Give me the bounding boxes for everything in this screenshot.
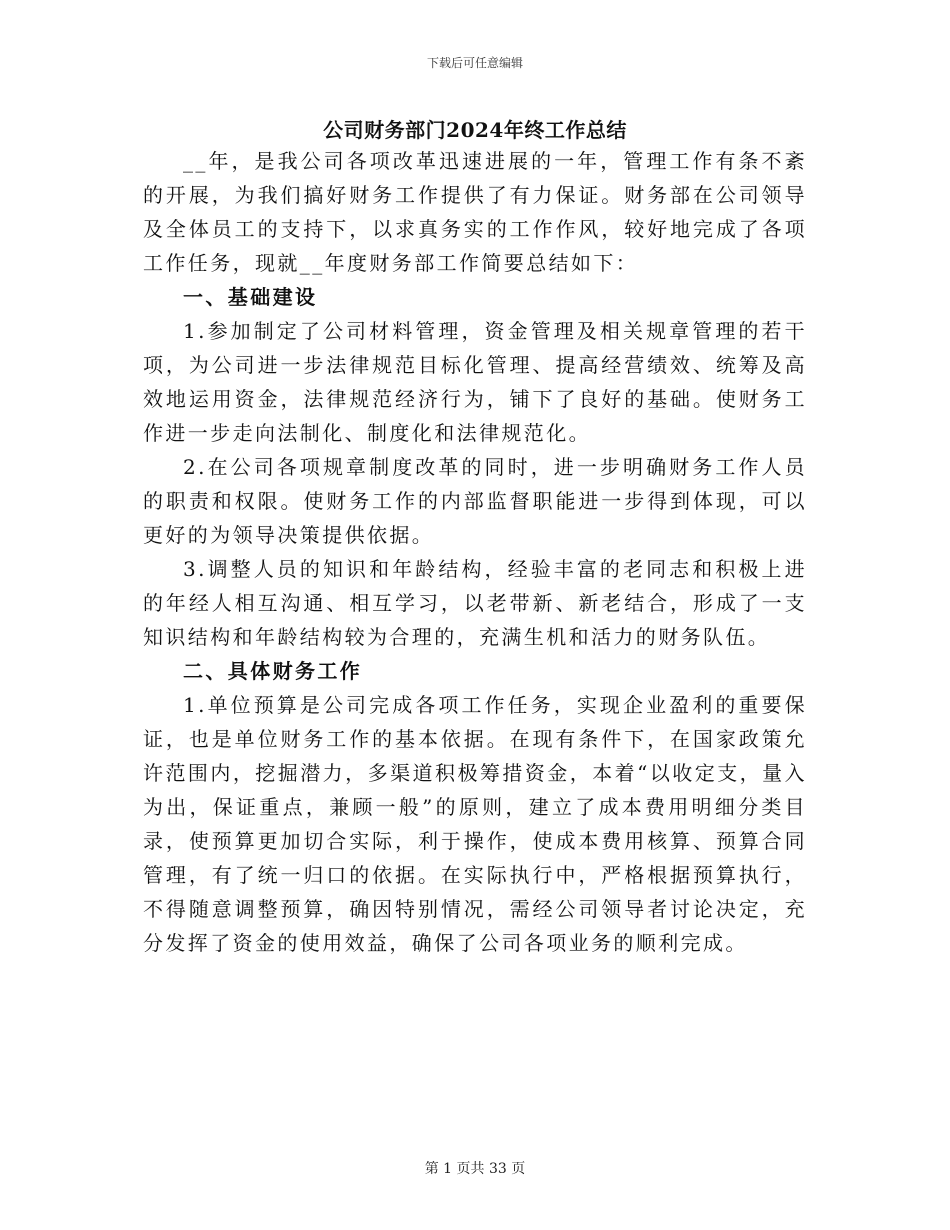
section1-paragraph-1: 1.参加制定了公司材料管理，资金管理及相关规章管理的若干项，为公司进一步法律规范目标化管理、提高经营绩效、统筹及高效地运用资金，法律规范经济行为，铺下了良好的基础。使财务工作进一步走向法制化、制度化和法律规范化。 <box>143 319 807 445</box>
section1-paragraph-2: 2.在公司各项规章制度改革的同时，进一步明确财务工作人员的职责和权限。使财务工作的内部监督职能进一步得到体现，可以更好的为领导决策提供依据。 <box>143 455 807 547</box>
section1-paragraph-3: 3.调整人员的知识和年龄结构，经验丰富的老同志和积极上进的年经人相互沟通、相互学习，以老带新、新老结合，形成了一支知识结构和年龄结构较为合理的，充满生机和活力的财务队伍。 <box>143 557 807 649</box>
intro-paragraph: __年，是我公司各项改革迅速进展的一年，管理工作有条不紊的开展，为我们搞好财务工作提供了有力保证。财务部在公司领导及全体员工的支持下，以求真务实的工作作风，较好地完成了各项工作任务，现就__年度财务部工作简要总结如下： <box>143 149 807 275</box>
document-body <box>143 144 807 960</box>
section-heading-2: 二、具体财务工作 <box>183 659 363 683</box>
document-title: 公司财务部门2024年终工作总结 <box>323 118 627 142</box>
section-heading-1: 一、基础建设 <box>183 285 318 309</box>
page-number: 第 1 页共 33 页 <box>424 1161 526 1177</box>
section2-paragraph-1: 1.单位预算是公司完成各项工作任务，实现企业盈利的重要保证，也是单位财务工作的基本依据。在现有条件下，在国家政策允许范围内，挖掘潜力，多渠道积极筹措资金，本着“以收定支，量入为出，保证重点，兼顾一般”的原则，建立了成本费用明细分类目录，使预算更加切合实际，利于操作，使成本费用核算、预算合同管理，有了统一归口的依据。在实际执行中，严格根据预算执行，不得随意调整预算，确因特别情况，需经公司领导者讨论决定，充分发挥了资金的使用效益，确保了公司各项业务的顺利完成。 <box>143 693 807 955</box>
header-note: 下载后可任意编辑 <box>426 56 523 70</box>
